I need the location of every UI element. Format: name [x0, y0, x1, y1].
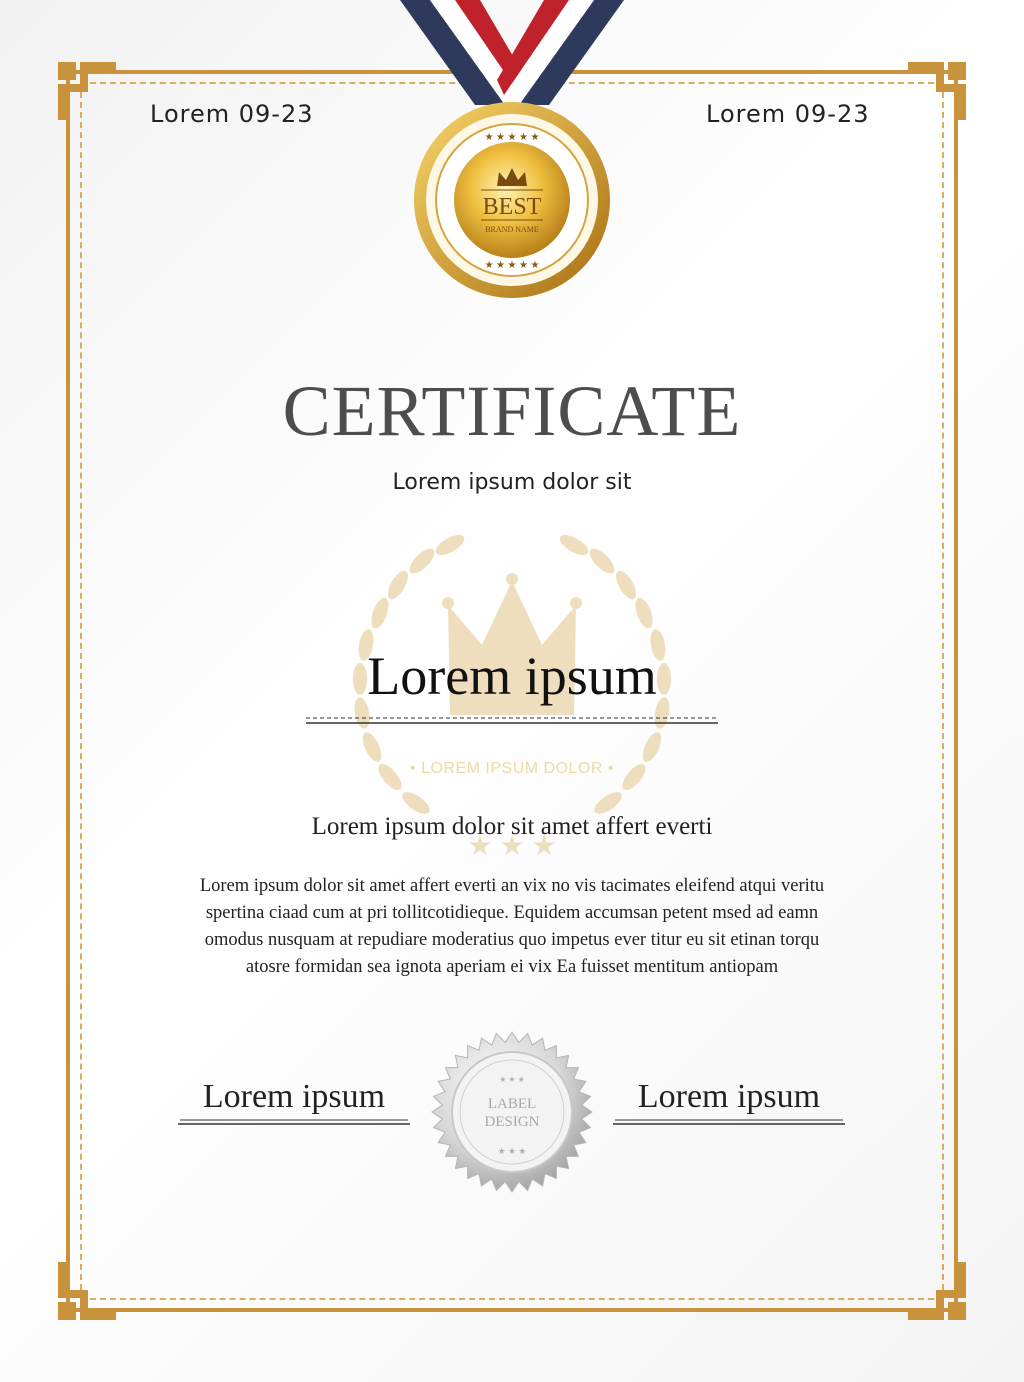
date-right: Lorem 09-23 — [706, 100, 870, 128]
medal-icon — [395, 0, 629, 305]
date-left: Lorem 09-23 — [150, 100, 314, 128]
emblem-caption: • LOREM IPSUM DOLOR • — [410, 760, 614, 777]
svg-text:★ ★ ★ ★ ★: ★ ★ ★ ★ ★ — [484, 132, 540, 143]
svg-text:★ ★ ★: ★ ★ ★ — [497, 1146, 527, 1156]
svg-text:★ ★ ★: ★ ★ ★ — [467, 831, 557, 862]
corner-ornament-top-left — [58, 62, 118, 122]
signature-right: Lorem ipsum — [637, 1078, 821, 1115]
corner-ornament-top-right — [906, 62, 966, 122]
certificate-title: CERTIFICATE — [282, 371, 742, 451]
silver-seal-icon — [430, 1030, 594, 1194]
certificate-headline: Lorem ipsum dolor sit amet affert everti — [311, 813, 713, 840]
certificate-body-text — [140, 873, 884, 981]
certificate-subtitle: Lorem ipsum dolor sit — [392, 470, 632, 495]
medal-label: BEST — [482, 194, 542, 220]
corner-ornament-bottom-right — [906, 1260, 966, 1320]
body-line: omodus nusquam at repudiare moderatius quo impetus ever titur eu sit etinan torqu — [204, 930, 820, 950]
corner-ornament-bottom-left — [58, 1260, 118, 1320]
svg-text:★ ★ ★: ★ ★ ★ — [499, 1075, 525, 1084]
recipient-underline — [306, 716, 718, 726]
signature-left: Lorem ipsum — [202, 1078, 386, 1115]
recipient-name: Lorem ipsum — [367, 646, 657, 706]
seal-line-1: LABEL — [487, 1096, 537, 1112]
body-line: atosre formidan sea ignota aperiam ei vix Ea fuisset mentitum antiopam — [245, 957, 779, 977]
body-line: spertina ciaad cum at pri tollitcotidieque. Equidem accumsan petent msed ad eamn — [205, 903, 819, 923]
seal-line-2: DESIGN — [484, 1114, 540, 1130]
svg-text:★ ★ ★ ★ ★: ★ ★ ★ ★ ★ — [484, 260, 540, 271]
medal-brand: BRAND NAME — [485, 225, 539, 234]
signature-right-line — [613, 1118, 845, 1126]
body-line: Lorem ipsum dolor sit amet affert everti an vix no vis tacimates eleifend atqui veritu — [199, 876, 825, 896]
signature-left-line — [178, 1118, 410, 1126]
